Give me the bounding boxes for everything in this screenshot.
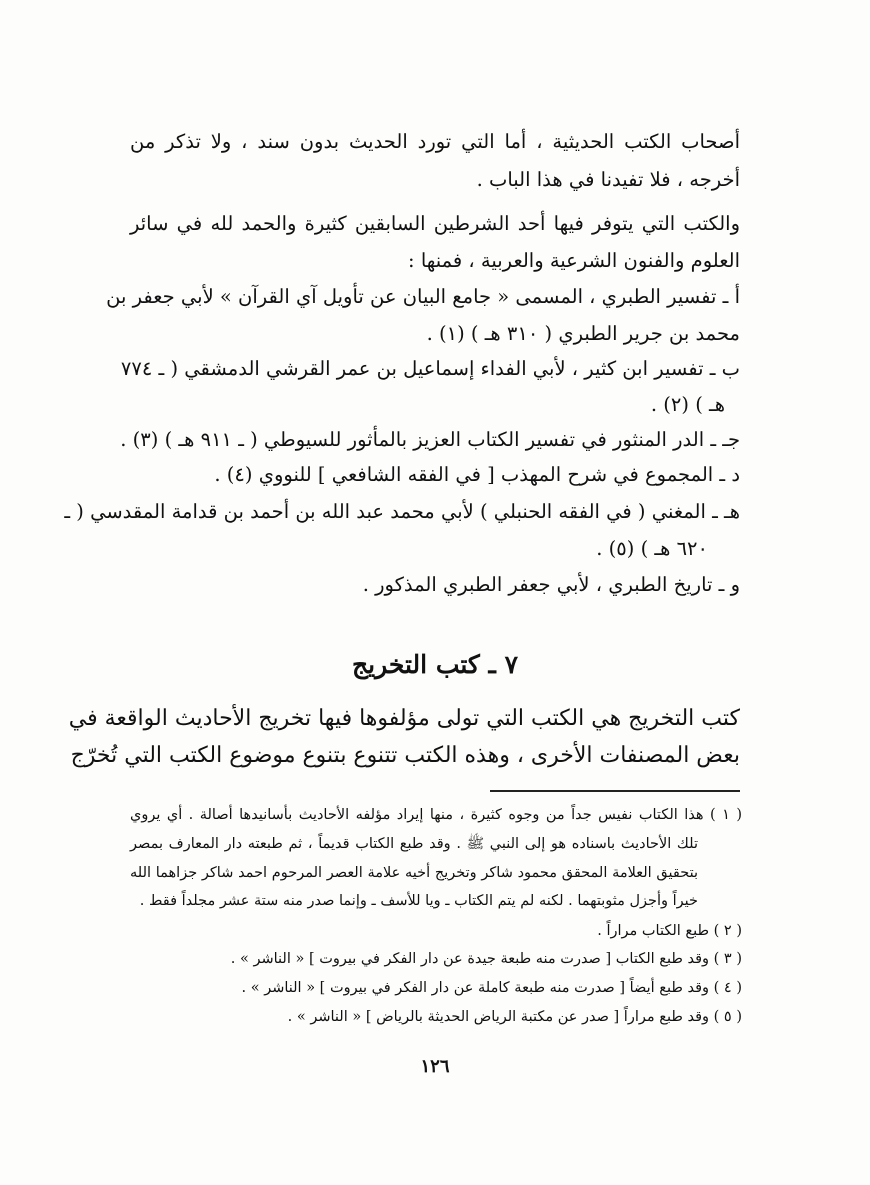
list-item-continuation: هـ ) (٢) . xyxy=(650,393,725,416)
body-text-line: كتب التخريج هي الكتب التي تولى مؤلفوها فيها تخريج الأحاديث الواقعة في xyxy=(68,706,740,731)
footnote-separator xyxy=(490,790,740,792)
footnote-continuation: تلك الأحاديث باسناده هو إلى النبي ﷺ . وقد طبع الكتاب قديماً ، ثم طبعته دار المعارف بمصر xyxy=(130,836,698,852)
list-item: هـ ـ المغني ( في الفقه الحنبلي ) لأبي محمد عبد الله بن أحمد بن قدامة المقدسي ( ـ xyxy=(64,500,740,523)
body-text-line: العلوم والفنون الشرعية والعربية ، فمنها : xyxy=(408,249,740,272)
list-item-continuation: ٦٢٠ هـ ) (٥) . xyxy=(596,537,708,560)
footnote-continuation: بتحقيق العلامة المحقق محمود شاكر وتخريج أخيه علامة العصر المرحوم احمد شاكر جزاهما الله xyxy=(130,865,698,881)
list-item: أ ـ تفسير الطبري ، المسمى « جامع البيان عن تأويل آي القرآن » لأبي جعفر بن xyxy=(106,285,740,308)
footnote: ( ١ ) هذا الكتاب نفيس جداً من وجوه كثيرة ، منها إيراد مؤلفه الأحاديث بأسانيدها أصالة . أي يروي xyxy=(130,807,742,823)
list-item: د ـ المجموع في شرح المهذب [ في الفقه الشافعي ] للنووي (٤) . xyxy=(214,463,740,486)
page-number: ١٢٦ xyxy=(420,1056,450,1077)
footnote: ( ٥ ) وقد طبع مراراً [ صدر عن مكتبة الرياض الحديثة بالرياض ] « الناشر » . xyxy=(287,1009,742,1025)
footnote-continuation: خيراً وأجزل مثوبتهما . لكنه لم يتم الكتاب ـ ويا للأسف ـ وإنما صدر منه ستة عشر مجلداً فقط . xyxy=(139,893,698,909)
body-text-line: أخرجه ، فلا تفيدنا في هذا الباب . xyxy=(476,168,740,191)
section-heading: ٧ ـ كتب التخريج xyxy=(351,650,518,679)
list-item-continuation: محمد بن جرير الطبري ( ٣١٠ هـ ) (١) . xyxy=(426,322,740,345)
footnote: ( ٣ ) وقد طبع الكتاب [ صدرت منه طبعة جيدة عن دار الفكر في بيروت ] « الناشر » . xyxy=(230,951,742,967)
list-item: و ـ تاريخ الطبري ، لأبي جعفر الطبري المذكور . xyxy=(362,573,740,596)
list-item: ب ـ تفسير ابن كثير ، لأبي الفداء إسماعيل بن عمر القرشي الدمشقي ( ـ ٧٧٤ xyxy=(120,357,740,380)
body-text-line: والكتب التي يتوفر فيها أحد الشرطين السابقين كثيرة والحمد لله في سائر xyxy=(130,212,740,235)
footnote: ( ٤ ) وقد طبع أيضاً [ صدرت منه طبعة كاملة عن دار الفكر في بيروت ] « الناشر » . xyxy=(241,980,742,996)
list-item: جـ ـ الدر المنثور في تفسير الكتاب العزيز بالمأثور للسيوطي ( ـ ٩١١ هـ ) (٣) . xyxy=(120,428,740,451)
footnote: ( ٢ ) طبع الكتاب مراراً . xyxy=(597,923,742,939)
body-text-line: أصحاب الكتب الحديثية ، أما التي تورد الحديث بدون سند ، ولا تذكر من xyxy=(130,130,740,153)
body-text-line: بعض المصنفات الأخرى ، وهذه الكتب تتنوع بتنوع موضوع الكتب التي تُخرّج xyxy=(70,743,740,768)
